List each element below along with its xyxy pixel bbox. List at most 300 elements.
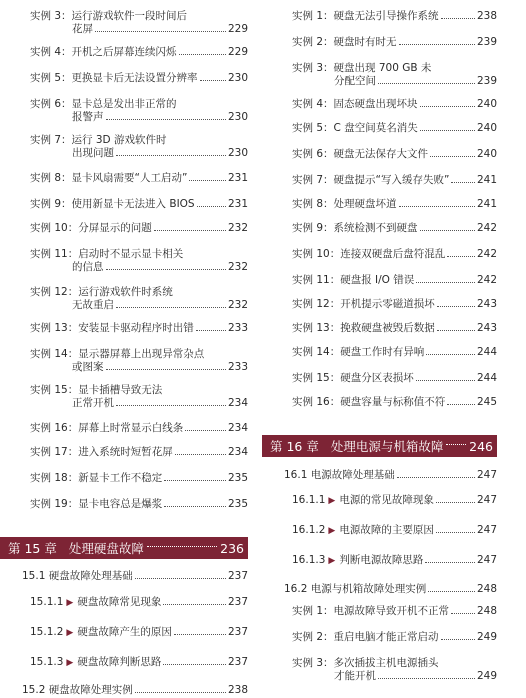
- toc-entry-line: [292, 372, 497, 385]
- page-number: 237: [227, 596, 248, 608]
- page-number: 244: [476, 346, 497, 358]
- toc-entry-line: [30, 361, 248, 374]
- toc-entry-line: [30, 286, 248, 299]
- example-title: 硬盘时有时无: [333, 36, 397, 48]
- example-title: 连接双硬盘后盘符混乱: [340, 248, 446, 260]
- toc-subsection-entry[interactable]: [262, 494, 497, 508]
- example-label: 实例 9：: [292, 222, 334, 234]
- chapter-number: 第 16 章: [270, 439, 319, 454]
- toc-entry-line: [292, 396, 497, 409]
- toc-example-entry[interactable]: [262, 198, 497, 211]
- toc-example-entry[interactable]: [262, 631, 497, 644]
- toc-example-entry[interactable]: [262, 148, 497, 161]
- example-title: 硬盘无法引导操作系统: [333, 10, 439, 22]
- toc-example-entry[interactable]: [0, 134, 248, 160]
- toc-entry-line: [22, 570, 248, 583]
- toc-example-entry[interactable]: [262, 298, 497, 311]
- page-number: 248: [476, 605, 497, 617]
- dot-leader: [147, 546, 217, 547]
- toc-entry-line: [292, 605, 497, 618]
- dot-leader: [200, 80, 226, 81]
- example-label: 实例 3：: [292, 62, 334, 74]
- example-label: 实例 15：: [30, 384, 79, 396]
- example-label: 实例 3：: [30, 10, 72, 22]
- toc-entry-line: [292, 174, 497, 187]
- dot-leader: [399, 44, 475, 45]
- toc-entry-line: [30, 348, 248, 361]
- page-number: 243: [476, 322, 497, 334]
- triangle-right-icon: ▶: [66, 598, 74, 608]
- toc-example-entry[interactable]: [262, 98, 497, 111]
- example-title: 固态硬盘出现坏块: [333, 98, 418, 110]
- dot-leader: [420, 106, 475, 107]
- toc-entry-line: [30, 596, 248, 610]
- page-number: 236: [220, 540, 244, 556]
- page-number: 237: [227, 570, 248, 582]
- example-title: 显卡电容总是爆浆: [78, 498, 163, 510]
- page-number: 229: [227, 46, 248, 58]
- example-title: 或图案: [72, 361, 104, 373]
- example-title: 硬盘提示“写入缓存失败”: [333, 174, 450, 186]
- toc-entry-line: [30, 299, 248, 312]
- toc-example-entry[interactable]: [0, 422, 248, 435]
- example-title: 才能开机: [334, 670, 376, 682]
- subsection-title: 判断电源故障思路: [339, 554, 424, 566]
- toc-entry-line: [30, 111, 248, 124]
- dot-leader: [436, 502, 475, 503]
- subsection-number: 15.1.2: [30, 626, 64, 638]
- example-title: 花屏: [72, 23, 93, 35]
- toc-example-entry[interactable]: [262, 274, 497, 287]
- example-label: 实例 12：: [292, 298, 341, 310]
- page-number: 248: [476, 583, 497, 595]
- dot-leader: [437, 306, 475, 307]
- dot-leader: [447, 404, 475, 405]
- example-title: 开机之后屏幕连续闪烁: [71, 46, 177, 58]
- page-number: 233: [227, 322, 248, 334]
- dot-leader: [164, 506, 226, 507]
- example-title: 屏幕上时常显示白线条: [78, 422, 184, 434]
- toc-example-entry[interactable]: [262, 62, 497, 88]
- subsection-number: 16.1.2: [292, 524, 326, 536]
- section-title: 16.1 电源故障处理基础: [284, 469, 395, 481]
- subsection-number: 15.1.3: [30, 656, 64, 668]
- page-number: 235: [227, 498, 248, 510]
- toc-entry-line: [292, 198, 497, 211]
- page-number: 232: [227, 261, 248, 273]
- example-label: 实例 15：: [292, 372, 341, 384]
- dot-leader: [106, 369, 226, 370]
- toc-entry-line: [292, 274, 497, 287]
- page-number: 240: [476, 122, 497, 134]
- example-title: 电源故障导致开机不正常: [333, 605, 450, 617]
- dot-leader: [116, 155, 226, 156]
- example-title: 显卡插槽导致无法: [78, 384, 163, 396]
- dot-leader: [135, 692, 226, 693]
- page-number: 234: [227, 446, 248, 458]
- page-number: 230: [227, 147, 248, 159]
- example-label: 实例 14：: [30, 348, 79, 360]
- example-label: 实例 16：: [30, 422, 79, 434]
- dot-leader: [154, 230, 226, 231]
- example-title: 开机提示零磁道损坏: [340, 298, 435, 310]
- toc-subsection-entry[interactable]: [0, 656, 248, 670]
- toc-section-entry[interactable]: [262, 469, 497, 482]
- toc-example-entry[interactable]: [262, 346, 497, 359]
- toc-example-entry[interactable]: [0, 384, 248, 410]
- toc-entry-line: [292, 298, 497, 311]
- toc-entry-line: [30, 134, 248, 147]
- example-title: 硬盘分区表损坏: [340, 372, 414, 384]
- example-title: 硬盘报 I/O 错误: [340, 274, 415, 286]
- example-label: 实例 14：: [292, 346, 341, 358]
- example-title: 运行 3D 游戏软件时: [71, 134, 167, 146]
- toc-entry-line: [30, 397, 248, 410]
- example-title: 无故重启: [72, 299, 114, 311]
- example-label: 实例 11：: [30, 248, 79, 260]
- example-title: 挽救硬盘被毁后数据: [340, 322, 435, 334]
- toc-example-entry[interactable]: [0, 322, 248, 335]
- toc-example-entry[interactable]: [0, 98, 248, 124]
- example-title: 使用新显卡无法进入 BIOS: [71, 198, 195, 210]
- toc-example-entry[interactable]: [262, 174, 497, 187]
- example-title: 运行游戏软件时系统: [78, 286, 173, 298]
- page-number: 241: [476, 198, 497, 210]
- example-title: 显卡风扇需要“人工启动”: [71, 172, 188, 184]
- example-label: 实例 2：: [292, 631, 334, 643]
- toc-entry-line: [292, 98, 497, 111]
- dot-leader: [399, 206, 475, 207]
- toc-entry-line: [30, 446, 248, 459]
- toc-example-entry[interactable]: [0, 72, 248, 85]
- example-title: 运行游戏软件一段时间后: [71, 10, 188, 22]
- toc-entry-line: [292, 222, 497, 235]
- toc-example-entry[interactable]: [0, 348, 248, 374]
- toc-section-entry[interactable]: [0, 570, 248, 583]
- toc-example-entry[interactable]: [262, 396, 497, 409]
- toc-example-entry[interactable]: [262, 10, 497, 23]
- dot-leader: [426, 354, 475, 355]
- example-label: 实例 10：: [30, 222, 79, 234]
- page-number: 249: [476, 631, 497, 643]
- example-label: 实例 5：: [30, 72, 72, 84]
- chapter-heading[interactable]: [0, 537, 248, 559]
- example-title: 硬盘无法保存大文件: [333, 148, 429, 160]
- example-label: 实例 4：: [30, 46, 72, 58]
- toc-example-entry[interactable]: [0, 222, 248, 235]
- toc-entry-line: [292, 346, 497, 359]
- page-number: 231: [227, 172, 248, 184]
- toc-example-entry[interactable]: [262, 372, 497, 385]
- subsection-title: 硬盘故障常见现象: [77, 596, 162, 608]
- toc-example-entry[interactable]: [0, 172, 248, 185]
- toc-section-entry[interactable]: [0, 684, 248, 697]
- page-number: 240: [476, 148, 497, 160]
- page-number: 239: [476, 36, 497, 48]
- page-number: 243: [476, 298, 497, 310]
- toc-entry-line: [292, 322, 497, 335]
- example-label: 实例 2：: [292, 36, 334, 48]
- toc-example-entry[interactable]: [262, 222, 497, 235]
- section-title: 15.1 硬盘故障处理基础: [22, 570, 133, 582]
- dot-leader: [447, 256, 475, 257]
- toc-entry-line: [292, 148, 497, 161]
- page-number: 242: [476, 222, 497, 234]
- toc-entry-line: [292, 554, 497, 568]
- toc-entry-line: [30, 72, 248, 85]
- example-label: 实例 13：: [292, 322, 341, 334]
- toc-entry-line: [292, 62, 497, 75]
- toc-entry-line: [30, 261, 248, 274]
- chapter-heading[interactable]: [262, 435, 497, 457]
- toc-entry-line: [292, 75, 497, 88]
- dot-leader: [441, 18, 475, 19]
- example-label: 实例 13：: [30, 322, 79, 334]
- dot-leader: [378, 83, 475, 84]
- triangle-right-icon: ▶: [328, 496, 336, 506]
- toc-example-entry[interactable]: [0, 286, 248, 312]
- page-number: 238: [476, 10, 497, 22]
- example-label: 实例 8：: [292, 198, 334, 210]
- toc-entry-line: [30, 248, 248, 261]
- toc-entry-line: [30, 422, 248, 435]
- toc-entry-line: [30, 198, 248, 211]
- toc-example-entry[interactable]: [262, 248, 497, 261]
- toc-entry-line: [30, 46, 248, 59]
- toc-section-entry[interactable]: [262, 583, 497, 596]
- page-number: 240: [476, 98, 497, 110]
- toc-entry-line: [292, 657, 497, 670]
- example-label: 实例 7：: [30, 134, 72, 146]
- example-title: 显示器屏幕上出现异常杂点: [78, 348, 205, 360]
- dot-leader: [196, 330, 226, 331]
- dot-leader: [185, 430, 226, 431]
- subsection-title: 电源的常见故障现象: [339, 494, 434, 506]
- page-number: 247: [476, 494, 497, 506]
- toc-entry-line: [30, 322, 248, 335]
- dot-leader: [163, 664, 226, 665]
- toc-example-entry[interactable]: [0, 498, 248, 511]
- dot-leader: [174, 634, 226, 635]
- toc-example-entry[interactable]: [262, 657, 497, 683]
- page-number: 233: [227, 361, 248, 373]
- example-title: 报警声: [72, 111, 104, 123]
- example-label: 实例 6：: [30, 98, 72, 110]
- example-label: 实例 5：: [292, 122, 334, 134]
- example-title: 硬盘工作时有异响: [340, 346, 425, 358]
- example-label: 实例 18：: [30, 472, 79, 484]
- page-number: 249: [476, 670, 497, 682]
- dot-leader: [428, 591, 475, 592]
- toc-entry-line: [30, 23, 248, 36]
- page-number: 232: [227, 299, 248, 311]
- example-title: 安装显卡驱动程序时出错: [78, 322, 194, 334]
- toc-entry-line: [292, 248, 497, 261]
- chapter-number: 第 15 章: [8, 541, 57, 556]
- dot-leader: [378, 678, 475, 679]
- section-title: 15.2 硬盘故障处理实例: [22, 684, 133, 696]
- page-number: 230: [227, 72, 248, 84]
- example-title: 硬盘出现 700 GB 未: [333, 62, 432, 74]
- example-title: 分屏显示的问题: [78, 222, 152, 234]
- toc-entry-line: [284, 583, 497, 596]
- toc-example-entry[interactable]: [262, 36, 497, 49]
- toc-entry-line: [30, 472, 248, 485]
- toc-example-entry[interactable]: [262, 605, 497, 618]
- dot-leader: [106, 119, 226, 120]
- toc-entry-line: [30, 10, 248, 23]
- dot-leader: [179, 54, 226, 55]
- toc-entry-line: [22, 684, 248, 697]
- dot-leader: [106, 269, 226, 270]
- example-title: 出现问题: [72, 147, 114, 159]
- subsection-title: 硬盘故障判断思路: [77, 656, 162, 668]
- page-number: 237: [227, 626, 248, 638]
- dot-leader: [416, 380, 475, 381]
- dot-leader: [163, 604, 226, 605]
- example-title: 分配空间: [334, 75, 376, 87]
- dot-leader: [416, 282, 475, 283]
- example-title: 多次插拔主机电源插头: [333, 657, 439, 669]
- toc-entry-line: [292, 631, 497, 644]
- example-label: 实例 3：: [292, 657, 334, 669]
- dot-leader: [451, 613, 475, 614]
- example-title: 启动时不显示显卡相关: [78, 248, 184, 260]
- subsection-title: 硬盘故障产生的原因: [77, 626, 172, 638]
- triangle-right-icon: ▶: [328, 526, 336, 536]
- dot-leader: [446, 444, 466, 445]
- example-title: C 盘空间莫名消失: [333, 122, 418, 134]
- toc-subsection-entry[interactable]: [262, 554, 497, 568]
- dot-leader: [437, 330, 475, 331]
- toc-entry-line: [292, 670, 497, 683]
- toc-entry-line: [292, 122, 497, 135]
- toc-example-entry[interactable]: [0, 46, 248, 59]
- dot-leader: [135, 578, 226, 579]
- example-label: 实例 17：: [30, 446, 79, 458]
- example-label: 实例 4：: [292, 98, 334, 110]
- example-title: 新显卡工作不稳定: [78, 472, 163, 484]
- example-title: 显卡总是发出非正常的: [71, 98, 177, 110]
- dot-leader: [397, 477, 475, 478]
- page-number: 237: [227, 656, 248, 668]
- page-number: 232: [227, 222, 248, 234]
- dot-leader: [451, 182, 475, 183]
- dot-leader: [420, 130, 475, 131]
- toc-subsection-entry[interactable]: [0, 596, 248, 610]
- page-number: 242: [476, 248, 497, 260]
- toc-entry-line: [292, 36, 497, 49]
- dot-leader: [420, 230, 475, 231]
- example-label: 实例 6：: [292, 148, 334, 160]
- chapter-title: 处理电源与机箱故障: [330, 439, 444, 454]
- example-title: 重启电脑才能正常启动: [333, 631, 439, 643]
- page-number: 230: [227, 111, 248, 123]
- toc-entry-line: [292, 10, 497, 23]
- triangle-right-icon: ▶: [66, 628, 74, 638]
- example-label: 实例 19：: [30, 498, 79, 510]
- toc-entry-line: [30, 384, 248, 397]
- toc-entry-line: [284, 469, 497, 482]
- toc-example-entry[interactable]: [262, 122, 497, 135]
- dot-leader: [116, 307, 226, 308]
- toc-subsection-entry[interactable]: [262, 524, 497, 538]
- toc-entry-line: [292, 524, 497, 538]
- toc-example-entry[interactable]: [0, 248, 248, 274]
- toc-example-entry[interactable]: [0, 446, 248, 459]
- page-number: 241: [476, 174, 497, 186]
- toc-entry-line: [292, 494, 497, 508]
- example-label: 实例 8：: [30, 172, 72, 184]
- page-number: 231: [227, 198, 248, 210]
- dot-leader: [95, 31, 226, 32]
- example-label: 实例 7：: [292, 174, 334, 186]
- toc-entry-line: [30, 626, 248, 640]
- page-number: 244: [476, 372, 497, 384]
- triangle-right-icon: ▶: [328, 556, 336, 566]
- page-number: 247: [476, 554, 497, 566]
- example-label: 实例 1：: [292, 10, 334, 22]
- toc-example-entry[interactable]: [0, 198, 248, 211]
- subsection-number: 16.1.3: [292, 554, 326, 566]
- page-number: 234: [227, 397, 248, 409]
- section-title: 16.2 电源与机箱故障处理实例: [284, 583, 427, 595]
- toc-entry-line: [30, 222, 248, 235]
- page-number: 238: [227, 684, 248, 696]
- dot-leader: [441, 639, 475, 640]
- subsection-number: 16.1.1: [292, 494, 326, 506]
- subsection-number: 15.1.1: [30, 596, 64, 608]
- page-number: 239: [476, 75, 497, 87]
- example-label: 实例 1：: [292, 605, 334, 617]
- toc-subsection-entry[interactable]: [0, 626, 248, 640]
- page-number: 229: [227, 23, 248, 35]
- toc-example-entry[interactable]: [262, 322, 497, 335]
- dot-leader: [197, 206, 226, 207]
- example-title: 系统检测不到硬盘: [333, 222, 418, 234]
- example-label: 实例 10：: [292, 248, 341, 260]
- example-title: 硬盘容量与标称值不符: [340, 396, 446, 408]
- toc-entry-line: [30, 498, 248, 511]
- example-title: 的信息: [72, 261, 104, 273]
- dot-leader: [116, 405, 226, 406]
- example-title: 正常开机: [72, 397, 114, 409]
- example-title: 更换显卡后无法设置分辨率: [71, 72, 198, 84]
- example-title: 处理硬盘坏道: [333, 198, 397, 210]
- dot-leader: [164, 480, 226, 481]
- toc-entry-line: [30, 98, 248, 111]
- toc-example-entry[interactable]: [0, 472, 248, 485]
- toc-entry-line: [30, 147, 248, 160]
- example-label: 实例 9：: [30, 198, 72, 210]
- dot-leader: [189, 180, 226, 181]
- page-number: 246: [469, 438, 493, 454]
- page-number: 247: [476, 469, 497, 481]
- page-number: 235: [227, 472, 248, 484]
- toc-entry-line: [30, 172, 248, 185]
- dot-leader: [436, 532, 475, 533]
- dot-leader: [175, 454, 226, 455]
- toc-example-entry[interactable]: [0, 10, 248, 36]
- page-number: 234: [227, 422, 248, 434]
- example-label: 实例 12：: [30, 286, 79, 298]
- page-number: 242: [476, 274, 497, 286]
- page-number: 247: [476, 524, 497, 536]
- example-label: 实例 11：: [292, 274, 341, 286]
- page-number: 245: [476, 396, 497, 408]
- subsection-title: 电源故障的主要原因: [339, 524, 434, 536]
- triangle-right-icon: ▶: [66, 658, 74, 668]
